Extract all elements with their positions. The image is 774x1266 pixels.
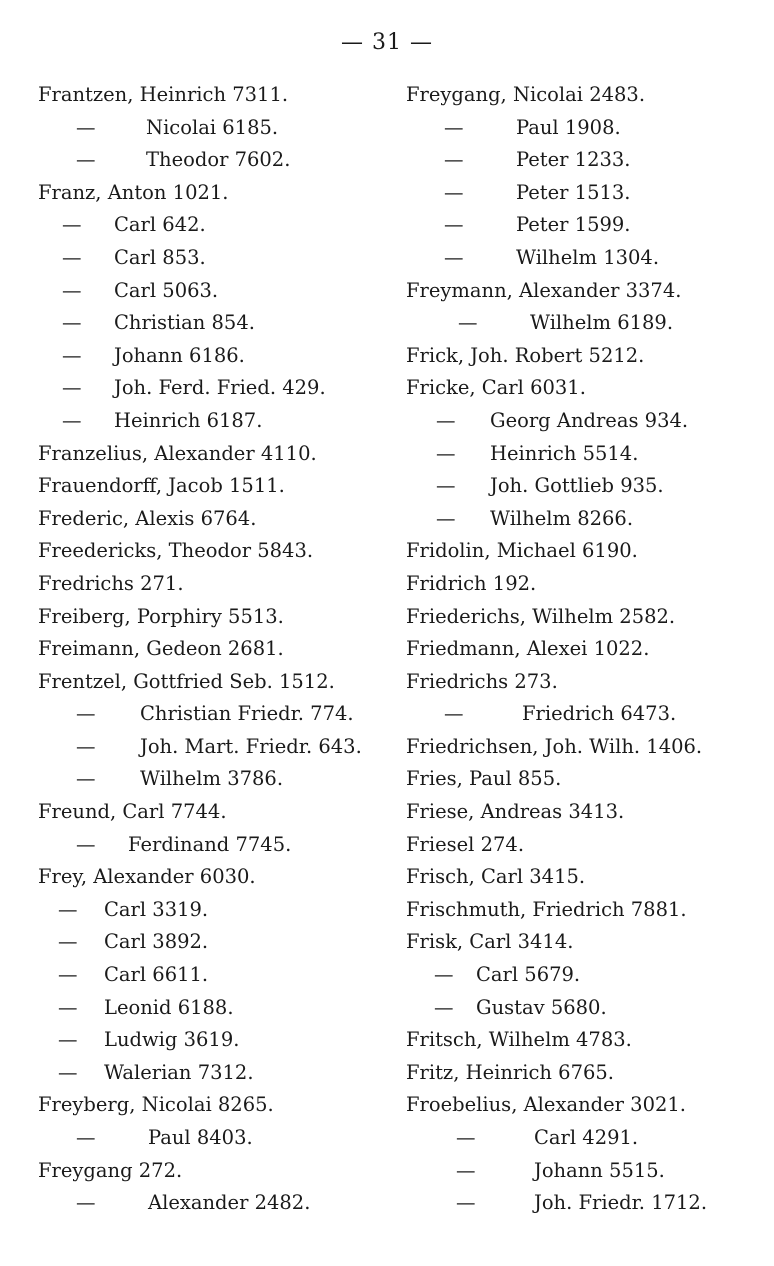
entry-text: Fredrichs 271. [38, 571, 184, 595]
index-sub-entry [38, 1057, 388, 1090]
index-entry [38, 796, 388, 829]
entry-text: Carl 5063. [114, 278, 219, 302]
index-entry [406, 731, 766, 764]
right-column [406, 79, 766, 1220]
ditto-dash: — [436, 408, 456, 432]
entry-text: Peter 1513. [516, 180, 631, 204]
index-sub-entry [406, 698, 766, 731]
index-entry [38, 79, 388, 112]
index-entry [406, 601, 766, 634]
index-entry [406, 372, 766, 405]
index-entry [38, 535, 388, 568]
index-sub-entry [406, 1187, 766, 1220]
entry-text: Freygang, Nicolai 2483. [406, 83, 646, 106]
ditto-dash: — [434, 995, 454, 1019]
index-sub-entry [38, 1187, 388, 1220]
ditto-dash: — [456, 1191, 476, 1215]
index-entry [406, 568, 766, 601]
ditto-dash: — [76, 832, 96, 856]
ditto-dash: — [62, 376, 82, 400]
entry-text: Frick, Joh. Robert 5212. [406, 343, 645, 367]
ditto-dash: — [436, 474, 456, 498]
entry-text: Walerian 7312. [104, 1060, 254, 1084]
entry-text: Joh. Friedr. 1712. [534, 1191, 708, 1215]
ditto-dash: — [58, 897, 78, 921]
ditto-dash: — [62, 311, 82, 335]
index-entry [406, 79, 766, 112]
index-entry [406, 1057, 766, 1090]
entry-text: Nicolai 6185. [146, 115, 279, 139]
ditto-dash: — [456, 1126, 476, 1149]
index-sub-entry [38, 992, 388, 1025]
ditto-dash: — [76, 1191, 96, 1215]
entry-text: Wilhelm 3786. [140, 767, 284, 791]
entry-text: Frisk, Carl 3414. [406, 930, 574, 954]
ditto-dash: — [58, 930, 78, 954]
ditto-dash: — [58, 995, 78, 1019]
index-sub-entry [38, 698, 388, 731]
entry-text: Fries, Paul 855. [406, 767, 562, 791]
index-entry [38, 438, 388, 471]
entry-text: Gustav 5680. [476, 995, 607, 1019]
index-entry [406, 796, 766, 829]
index-entry [406, 666, 766, 699]
ditto-dash: — [76, 767, 96, 791]
entry-text: Carl 6611. [104, 963, 209, 987]
ditto-dash: — [76, 148, 96, 172]
entry-text: Frentzel, Gottfried Seb. 1512. [38, 669, 335, 693]
entry-text: Carl 642. [114, 213, 206, 237]
index-sub-entry [38, 242, 388, 275]
index-sub-entry [38, 405, 388, 438]
index-entry [406, 894, 766, 927]
entry-text: Wilhelm 8266. [490, 506, 634, 530]
entry-text: Carl 4291. [534, 1126, 639, 1149]
index-sub-entry [406, 242, 766, 275]
ditto-dash: — [444, 115, 464, 139]
ditto-dash: — [76, 1126, 96, 1149]
index-sub-entry [38, 372, 388, 405]
index-entry [38, 633, 388, 666]
index-sub-entry [406, 177, 766, 210]
entry-text: Friedmann, Alexei 1022. [406, 637, 650, 661]
entry-text: Frischmuth, Friedrich 7881. [406, 897, 687, 921]
index-entry [38, 503, 388, 536]
ditto-dash: — [62, 213, 82, 237]
index-entry [38, 601, 388, 634]
ditto-dash: — [76, 734, 96, 758]
index-entry [406, 1089, 766, 1122]
entry-text: Fridrich 192. [406, 571, 537, 595]
entry-text: Carl 3892. [104, 930, 209, 954]
entry-text: Freymann, Alexander 3374. [406, 278, 682, 302]
ditto-dash: — [62, 245, 82, 269]
index-entry [406, 633, 766, 666]
index-sub-entry [406, 470, 766, 503]
index-entry [38, 861, 388, 894]
index-sub-entry [38, 926, 388, 959]
page-number: — 31 — [341, 30, 433, 55]
entry-text: Frantzen, Heinrich 7311. [38, 83, 289, 106]
entry-text: Wilhelm 6189. [530, 311, 674, 335]
ditto-dash: — [444, 702, 464, 726]
entry-text: Johann 5515. [534, 1158, 665, 1182]
index-entry [406, 829, 766, 862]
entry-text: Heinrich 5514. [490, 441, 639, 465]
left-column [38, 79, 388, 1220]
index-entry [406, 926, 766, 959]
entry-text: Heinrich 6187. [114, 408, 263, 432]
index-entry [406, 861, 766, 894]
entry-text: Leonid 6188. [104, 995, 234, 1019]
entry-text: Freimann, Gedeon 2681. [38, 637, 284, 661]
index-sub-entry [38, 340, 388, 373]
index-entry [406, 340, 766, 373]
ditto-dash: — [58, 1028, 78, 1052]
entry-text: Paul 8403. [148, 1126, 253, 1149]
entry-text: Fritz, Heinrich 6765. [406, 1060, 614, 1084]
ditto-dash: — [444, 148, 464, 172]
entry-text: Joh. Mart. Friedr. 643. [140, 734, 362, 758]
entry-text: Wilhelm 1304. [516, 245, 660, 269]
index-sub-entry [38, 763, 388, 796]
entry-text: Carl 853. [114, 245, 206, 269]
index-sub-entry [406, 503, 766, 536]
entry-text: Friesel 274. [406, 832, 525, 856]
index-sub-entry [38, 112, 388, 145]
ditto-dash: — [436, 441, 456, 465]
entry-text: Ludwig 3619. [104, 1028, 240, 1052]
entry-text: Georg Andreas 934. [490, 408, 689, 432]
ditto-dash: — [62, 408, 82, 432]
index-sub-entry [38, 209, 388, 242]
entry-text: Peter 1233. [516, 148, 631, 172]
ditto-dash: — [458, 311, 478, 335]
entry-text: Paul 1908. [516, 115, 621, 139]
entry-text: Christian Friedr. 774. [140, 702, 354, 726]
index-sub-entry [406, 112, 766, 145]
entry-text: Ferdinand 7745. [128, 832, 292, 856]
entry-text: Froebelius, Alexander 3021. [406, 1093, 686, 1117]
entry-text: Alexander 2482. [148, 1191, 311, 1215]
ditto-dash: — [434, 963, 454, 987]
ditto-dash: — [444, 245, 464, 269]
index-sub-entry [38, 894, 388, 927]
ditto-dash: — [456, 1158, 476, 1182]
index-entry [406, 275, 766, 308]
entry-text: Frey, Alexander 6030. [38, 865, 256, 889]
index-sub-entry [406, 307, 766, 340]
ditto-dash: — [76, 702, 96, 726]
entry-text: Friedrichsen, Joh. Wilh. 1406. [406, 734, 703, 758]
index-sub-entry [406, 992, 766, 1025]
entry-text: Fridolin, Michael 6190. [406, 539, 638, 563]
index-entry [38, 177, 388, 210]
entry-text: Christian 854. [114, 311, 255, 335]
ditto-dash: — [62, 343, 82, 367]
entry-text: Fritsch, Wilhelm 4783. [406, 1028, 632, 1052]
index-sub-entry [38, 275, 388, 308]
entry-text: Frederic, Alexis 6764. [38, 506, 257, 530]
index-entry [38, 1089, 388, 1122]
ditto-dash: — [62, 278, 82, 302]
index-sub-entry [38, 1024, 388, 1057]
entry-text: Fricke, Carl 6031. [406, 376, 586, 400]
index-entry [38, 666, 388, 699]
entry-text: Freund, Carl 7744. [38, 800, 227, 824]
index-sub-entry [38, 959, 388, 992]
entry-text: Johann 6186. [114, 343, 245, 367]
entry-text: Freiberg, Porphiry 5513. [38, 604, 284, 628]
index-sub-entry [406, 405, 766, 438]
entry-text: Friese, Andreas 3413. [406, 800, 625, 824]
index-sub-entry [38, 144, 388, 177]
entry-text: Freygang 272. [38, 1158, 183, 1182]
ditto-dash: — [444, 213, 464, 237]
index-sub-entry [38, 1122, 388, 1155]
entry-text: Carl 3319. [104, 897, 209, 921]
entry-text: Franz, Anton 1021. [38, 180, 229, 204]
entry-text: Theodor 7602. [146, 148, 291, 172]
index-sub-entry [406, 959, 766, 992]
entry-text: Friedrich 6473. [522, 702, 677, 726]
index-sub-entry [406, 1155, 766, 1188]
index-entry [38, 470, 388, 503]
index-sub-entry [38, 307, 388, 340]
entry-text: Freedericks, Theodor 5843. [38, 539, 314, 563]
entry-text: Carl 5679. [476, 963, 581, 987]
index-entry [38, 1155, 388, 1188]
ditto-dash: — [436, 506, 456, 530]
entry-text: Franzelius, Alexander 4110. [38, 441, 317, 465]
entry-text: Joh. Gottlieb 935. [490, 474, 664, 498]
ditto-dash: — [76, 115, 96, 139]
index-entry [406, 763, 766, 796]
ditto-dash: — [58, 963, 78, 987]
index-sub-entry [38, 829, 388, 862]
index-entry [406, 535, 766, 568]
ditto-dash: — [444, 180, 464, 204]
index-entry [38, 568, 388, 601]
entry-text: Frauendorff, Jacob 1511. [38, 474, 285, 498]
index-sub-entry [406, 1122, 766, 1155]
index-sub-entry [406, 144, 766, 177]
entry-text: Joh. Ferd. Fried. 429. [114, 376, 326, 400]
index-entry [406, 1024, 766, 1057]
entry-text: Freyberg, Nicolai 8265. [38, 1093, 274, 1117]
entry-text: Friedrichs 273. [406, 669, 558, 693]
index-sub-entry [38, 731, 388, 764]
entry-text: Peter 1599. [516, 213, 631, 237]
ditto-dash: — [58, 1060, 78, 1084]
index-sub-entry [406, 209, 766, 242]
entry-text: Friederichs, Wilhelm 2582. [406, 604, 676, 628]
index-sub-entry [406, 438, 766, 471]
entry-text: Frisch, Carl 3415. [406, 865, 586, 889]
